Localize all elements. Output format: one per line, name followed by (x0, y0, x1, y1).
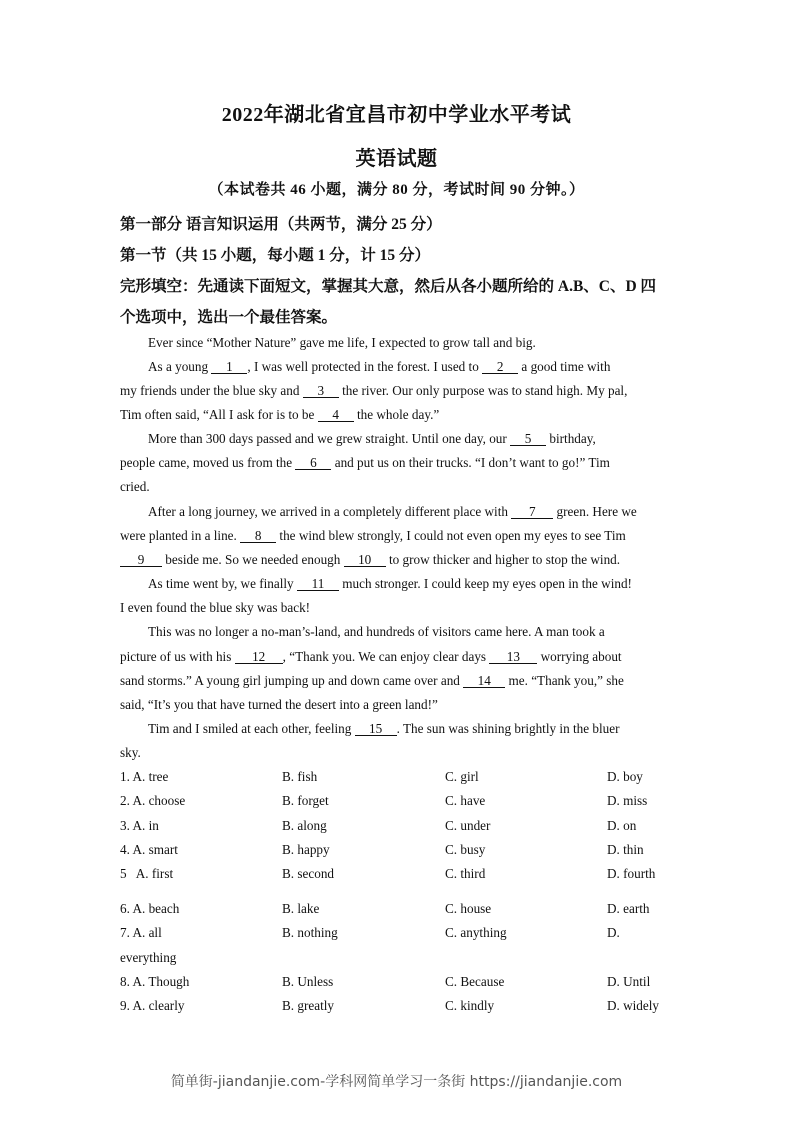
option-a: 6. A. beach (120, 901, 180, 916)
passage-line (148, 335, 701, 351)
exam-subtitle: 英语试题 (355, 148, 438, 170)
option-b: B. along (282, 818, 327, 833)
option-a: 7. A. all (120, 925, 162, 940)
blank-7: 7 (511, 505, 553, 519)
option-d: D. thin (607, 842, 644, 857)
text: sand storms.” A young girl jumping up and down came over and (120, 673, 464, 688)
text: Tim and I smiled at each other, feeling (148, 721, 355, 736)
passage-line (148, 624, 701, 640)
passage-line (148, 504, 701, 520)
option-c: C. anything (445, 925, 507, 940)
text: the wind blew strongly, I could not even open my eyes to see Tim (276, 528, 626, 543)
blank-11: 11 (297, 577, 339, 591)
option-c: C. girl (445, 769, 479, 784)
text: to grow thicker and higher to stop the wind. (385, 552, 621, 567)
option-b: B. nothing (282, 925, 338, 940)
passage-line (120, 383, 673, 399)
text: a good time with (518, 359, 611, 374)
passage-line (120, 528, 673, 544)
passage-line (120, 455, 673, 471)
text: worrying about (537, 649, 622, 664)
option-c: C. kindly (445, 998, 495, 1013)
passage-line (120, 649, 673, 665)
text: beside me. So we needed enough (162, 552, 344, 567)
option-b: B. greatly (282, 998, 335, 1013)
blank-15: 15 (355, 722, 397, 736)
blank-1: 1 (211, 360, 247, 374)
text: were planted in a line. (120, 528, 241, 543)
option-d: D. (607, 925, 620, 940)
passage-line (120, 407, 673, 423)
blank-2: 2 (482, 360, 518, 374)
text: the river. Our only purpose was to stand high. My pal, (338, 383, 628, 398)
option-d-wrapped: everything (120, 950, 177, 965)
option-c: C. busy (445, 842, 486, 857)
blank-6: 6 (295, 456, 331, 470)
option-c: C. have (445, 793, 486, 808)
option-d: D. boy (607, 769, 643, 784)
option-b: B. happy (282, 842, 330, 857)
option-a: 1. A. tree (120, 769, 169, 784)
text: This was no longer a no-man’s-land, and hundreds of visitors came here. A man took a (148, 624, 605, 639)
text: and put us on their trucks. “I don’t want to go!” Tim (331, 455, 610, 470)
option-c: C. Because (445, 974, 505, 989)
blank-14: 14 (463, 674, 505, 688)
text: cried. (120, 479, 150, 494)
option-d: D. fourth (607, 866, 656, 881)
option-c: C. third (445, 866, 486, 881)
watermark-footer: 简单街-jiandanjie.com-学科网简单学习一条街 https://jiandanjie.com (170, 1074, 623, 1090)
passage-line (120, 697, 673, 713)
text: More than 300 days passed and we grew straight. Until one day, our (148, 431, 511, 446)
passage-line (148, 576, 701, 592)
text: , I was well protected in the forest. I used to (247, 359, 483, 374)
exam-note: （本试卷共 46 小题，满分 80 分，考试时间 90 分钟。） (208, 182, 585, 198)
text: As a young (148, 359, 212, 374)
text: Tim often said, “All I ask for is to be (120, 407, 318, 422)
text: picture of us with his (120, 649, 235, 664)
text: my friends under the blue sky and (120, 383, 303, 398)
text: people came, moved us from the (120, 455, 296, 470)
option-b: B. forget (282, 793, 329, 808)
text: me. “Thank you,” she (505, 673, 624, 688)
blank-10: 10 (344, 553, 386, 567)
option-d: D. Until (607, 974, 651, 989)
option-a: 3. A. in (120, 818, 159, 833)
blank-5: 5 (510, 432, 546, 446)
part-heading: 第一部分 语言知识运用（共两节，满分 25 分） (120, 216, 442, 233)
option-a: 4. A. smart (120, 842, 178, 857)
option-a: 5 A. first (120, 866, 174, 881)
text: said, “It’s you that have turned the desert into a green land!” (120, 697, 438, 712)
passage-line (120, 479, 673, 495)
text: After a long journey, we arrived in a completely different place with (148, 504, 512, 519)
exam-title: 2022年湖北省宜昌市初中学业水平考试 (221, 104, 572, 126)
option-d: D. earth (607, 901, 650, 916)
option-b: B. second (282, 866, 335, 881)
option-b: B. Unless (282, 974, 334, 989)
passage-line (148, 359, 701, 375)
option-a: 9. A. clearly (120, 998, 185, 1013)
option-d: D. on (607, 818, 637, 833)
passage-line (148, 431, 701, 447)
text: I even found the blue sky was back! (120, 600, 311, 615)
passage-line (120, 673, 673, 689)
text: , “Thank you. We can enjoy clear days (282, 649, 490, 664)
text: sky. (120, 745, 141, 760)
blank-9: 9 (120, 553, 162, 567)
instruction-line-1: 完形填空：先通读下面短文，掌握其大意，然后从各小题所给的 A.B、C、D 四 (120, 278, 657, 295)
option-a: 8. A. Though (120, 974, 190, 989)
instruction-line-2: 个选项中，选出一个最佳答案。 (120, 309, 338, 326)
blank-3: 3 (303, 384, 339, 398)
blank-8: 8 (240, 529, 276, 543)
text: much stronger. I could keep my eyes open in the wind! (338, 576, 632, 591)
option-d: D. miss (607, 793, 648, 808)
passage-line (120, 600, 673, 616)
blank-13: 13 (489, 650, 537, 664)
text: birthday, (546, 431, 596, 446)
text: As time went by, we finally (148, 576, 297, 591)
passage-line (148, 721, 701, 737)
text: green. Here we (553, 504, 637, 519)
option-b: B. fish (282, 769, 318, 784)
section-heading: 第一节（共 15 小题，每小题 1 分，计 15 分） (120, 247, 431, 264)
text: . The sun was shining brightly in the bluer (396, 721, 620, 736)
option-b: B. lake (282, 901, 320, 916)
option-c: C. under (445, 818, 491, 833)
option-c: C. house (445, 901, 492, 916)
passage-line (120, 552, 673, 568)
option-a: 2. A. choose (120, 793, 186, 808)
passage-line (120, 745, 673, 761)
option-d: D. widely (607, 998, 660, 1013)
text: the whole day.” (353, 407, 440, 422)
blank-4: 4 (318, 408, 354, 422)
blank-12: 12 (235, 650, 283, 664)
text: Ever since “Mother Nature” gave me life, I expected to grow tall and big. (148, 335, 536, 350)
